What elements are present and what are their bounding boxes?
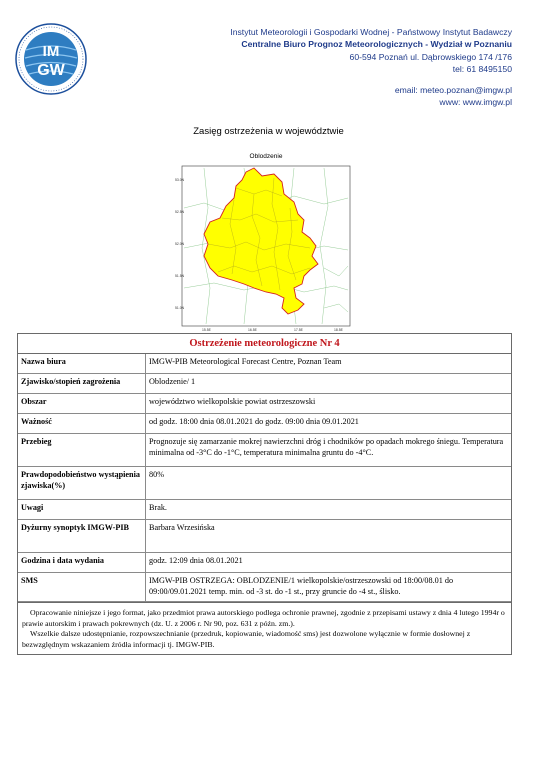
redistribution-paragraph: Wszelkie dalsze udostępnianie, rozpowszechnianie (przedruk, kopiowanie, wiadomość sms) jest dozwolone wyłącznie w formie dosłownej z bezwzględnym wskazaniem źródła informacji tj. IMGW-PIB. <box>22 629 471 649</box>
row-label: Nazwa biura <box>18 354 146 373</box>
y-tick: 52.5N <box>175 210 185 214</box>
y-tick: 51.5N <box>175 274 185 278</box>
table-row <box>18 434 511 467</box>
row-label: Uwagi <box>18 500 146 519</box>
x-tick: 16.5E <box>248 328 257 332</box>
table-row <box>18 520 511 553</box>
row-label: SMS <box>18 573 146 601</box>
map-title: Zasięg ostrzeżenia w województwie <box>193 126 344 137</box>
row-value: Prognozuje się zamarzanie mokrej nawierzchni dróg i chodników po opadach mokrego śniegu. Temperatura minimalna od -3°C do -1°C, temperatura minimalna gruntu do -4°C. <box>149 437 504 457</box>
website[interactable]: www: www.imgw.pl <box>439 97 512 108</box>
row-value: IMGW-PIB Meteorological Forecast Centre, Poznan Team <box>149 357 342 366</box>
row-value: godz. 12:09 dnia 08.01.2021 <box>149 556 243 565</box>
x-tick: 17.5E <box>294 328 303 332</box>
table-row <box>18 394 511 414</box>
row-value: województwo wielkopolskie powiat ostrzeszowski <box>149 397 316 406</box>
table-row <box>18 354 511 374</box>
row-label: Dyżurny synoptyk IMGW-PIB <box>18 520 146 552</box>
row-value: od godz. 18:00 dnia 08.01.2021 do godz. 09:00 dnia 09.01.2021 <box>149 417 359 426</box>
row-label: Prawdopodobieństwo wystąpienia zjawiska(%) <box>18 467 146 499</box>
map-legend: Oblodzenie <box>249 153 283 160</box>
imgw-logo <box>14 22 88 96</box>
row-label: Godzina i data wydania <box>18 553 146 572</box>
warning-table <box>17 333 512 655</box>
table-row <box>18 467 511 500</box>
y-tick: 51.0N <box>175 306 185 310</box>
table-row <box>18 500 511 520</box>
copyright-note <box>18 602 511 654</box>
x-tick: 18.5E <box>334 328 343 332</box>
table-row <box>18 414 511 434</box>
row-value: Barbara Wrzesińska <box>149 523 215 532</box>
email[interactable]: email: meteo.poznan@imgw.pl <box>394 84 512 95</box>
row-label: Przebieg <box>18 434 146 466</box>
table-row <box>18 573 511 602</box>
x-tick: 15.5E <box>202 328 211 332</box>
institute-header <box>152 26 512 108</box>
svg-text:IM: IM <box>42 43 60 60</box>
row-value: Oblodzenie/ 1 <box>149 377 196 386</box>
row-label: Zjawisko/stopień zagrożenia <box>18 374 146 393</box>
row-label: Ważność <box>18 414 146 433</box>
y-tick: 53.0N <box>175 178 185 182</box>
row-value: 80% <box>149 470 165 479</box>
office-name: Centralne Biuro Prognoz Meteorologicznych - Wydział w Poznaniu <box>241 39 512 50</box>
warning-map <box>174 148 358 333</box>
phone: tel: 61 8495150 <box>452 64 512 75</box>
copyright-paragraph: Opracowanie niniejsze i jego format, jako przedmiot prawa autorskiego podlega ochronie prawnej, zgodnie z przepisami ustawy z dnia 4 lutego 1994r o prawie autorskim i prawach pokrewnych (dz. U. z 2006 r. Nr 90, poz. 631 z późn. zm.). <box>22 608 505 628</box>
row-value: IMGW-PIB OSTRZEGA: OBLODZENIE/1 wielkopolskie/ostrzeszowski od 18:00/08.01 do 09:00/09.01.2021 temp. min. od -3 st. do -1 st., przy gruncie do -4 st., ślisko. <box>149 576 454 596</box>
table-row <box>18 553 511 573</box>
row-label: Obszar <box>18 394 146 413</box>
y-tick: 52.0N <box>175 242 185 246</box>
institute-name: Instytut Meteorologii i Gospodarki Wodnej - Państwowy Instytut Badawczy <box>230 27 512 37</box>
svg-text:GW: GW <box>37 62 65 79</box>
row-value: Brak. <box>149 503 167 512</box>
warning-title: Ostrzeżenie meteorologiczne Nr 4 <box>18 334 511 354</box>
table-row <box>18 374 511 394</box>
address: 60-594 Poznań ul. Dąbrowskiego 174 /176 <box>349 51 512 62</box>
